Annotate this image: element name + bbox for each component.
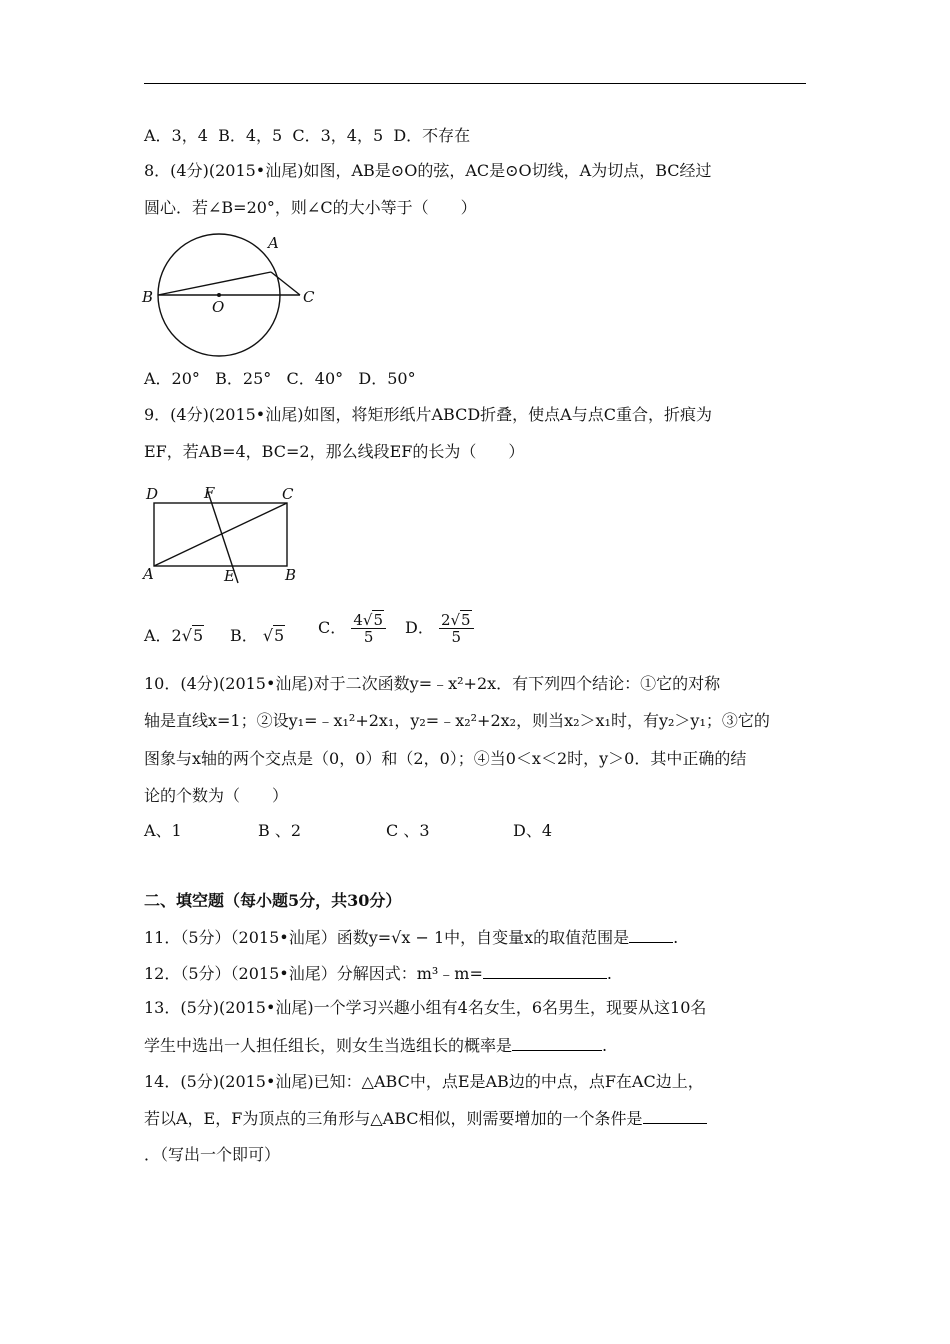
q8-options: A．20° B．25° C．40° D．50° <box>144 369 416 388</box>
label-o: O <box>212 298 225 316</box>
label-a: A <box>268 234 279 252</box>
q9-option-a: A．2√5 <box>144 626 204 645</box>
q10-option-b: B 、2 <box>258 821 302 840</box>
q9-line2: EF，若AB=4，BC=2，那么线段EF的长为（ ） <box>144 442 525 461</box>
q8-circle-figure <box>140 228 320 358</box>
q10-line3: 图象与x轴的两个交点是（0，0）和（2，0）；④当0＜x＜2时，y＞0．其中正确的结 <box>144 749 747 768</box>
q9-option-b: B． √5 <box>230 626 285 645</box>
q11-line: 11．（5分）（2015•汕尾）函数y=√x − 1中，自变量x的取值范围是 . <box>144 928 679 947</box>
q14-line3: ．（写出一个即可） <box>144 1145 281 1164</box>
q10-line1: 10．(4分)(2015•汕尾)对于二次函数y=﹣x²+2x．有下列四个结论：①它的对称 <box>144 674 721 693</box>
q9-option-d: D． $\frac{2√5}{5}$ <box>405 612 474 645</box>
q10-line4: 论的个数为（ ） <box>144 786 289 805</box>
q8-line1: 8．(4分)(2015•汕尾)如图，AB是⊙O的弦，AC是⊙O切线，A为切点，BC经过 <box>144 161 712 180</box>
label-e: E <box>224 567 235 585</box>
q10-line2: 轴是直线x=1；②设y₁=﹣x₁²+2x₁，y₂=﹣x₂²+2x₂，则当x₂＞x₁时，有y₂＞y₁；③它的 <box>144 711 770 730</box>
q9-option-c: C． $\frac{4√5}{5}$ <box>318 612 386 645</box>
q11-answer-blank[interactable] <box>629 926 673 943</box>
q9-rectangle-figure <box>140 483 310 589</box>
q12-answer-blank[interactable] <box>483 962 607 979</box>
label-a: A <box>143 565 154 583</box>
q12-line: 12．（5分）（2015•汕尾）分解因式：m³﹣m= . <box>144 964 612 983</box>
q10-option-c: C 、3 <box>386 821 430 840</box>
tangent-ac <box>271 272 300 295</box>
label-b: B <box>142 288 154 306</box>
diagonal-ac <box>154 503 287 566</box>
q14-answer-blank[interactable] <box>643 1107 707 1124</box>
q8-line2: 圆心．若∠B=20°，则∠C的大小等于（ ） <box>144 198 477 217</box>
center-dot <box>217 293 221 297</box>
q14-line1: 14．(5分)(2015•汕尾)已知：△ABC中，点E是AB边的中点，点F在AC边上， <box>144 1072 704 1091</box>
section-2-heading: 二、填空题（每小题5分，共30分） <box>144 891 402 910</box>
q11-formula: y=√x − 1 <box>368 928 445 947</box>
q13-line2: 学生中选出一人担任组长，则女生当选组长的概率是 . <box>144 1036 608 1055</box>
q14-line2: 若以A，E，F为顶点的三角形与△ABC相似，则需要增加的一个条件是 <box>144 1107 707 1130</box>
q10-option-d: D、4 <box>513 821 553 840</box>
q10-option-a: A、1 <box>144 821 182 840</box>
label-c: C <box>282 485 294 503</box>
q13-line1: 13．(5分)(2015•汕尾)一个学习兴趣小组有4名女生，6名男生，现要从这10名 <box>144 998 707 1017</box>
header-rule <box>144 83 806 84</box>
label-d: D <box>146 485 159 503</box>
label-c: C <box>303 288 315 306</box>
q13-answer-blank[interactable] <box>512 1034 602 1051</box>
label-f: F <box>204 484 215 502</box>
q9-line1: 9．(4分)(2015•汕尾)如图，将矩形纸片ABCD折叠，使点A与点C重合，折痕为 <box>144 405 712 424</box>
q7-options: A．3，4 B．4，5 C．3，4，5 D．不存在 <box>144 126 471 145</box>
chord-ba <box>158 272 271 295</box>
label-b: B <box>285 566 297 584</box>
